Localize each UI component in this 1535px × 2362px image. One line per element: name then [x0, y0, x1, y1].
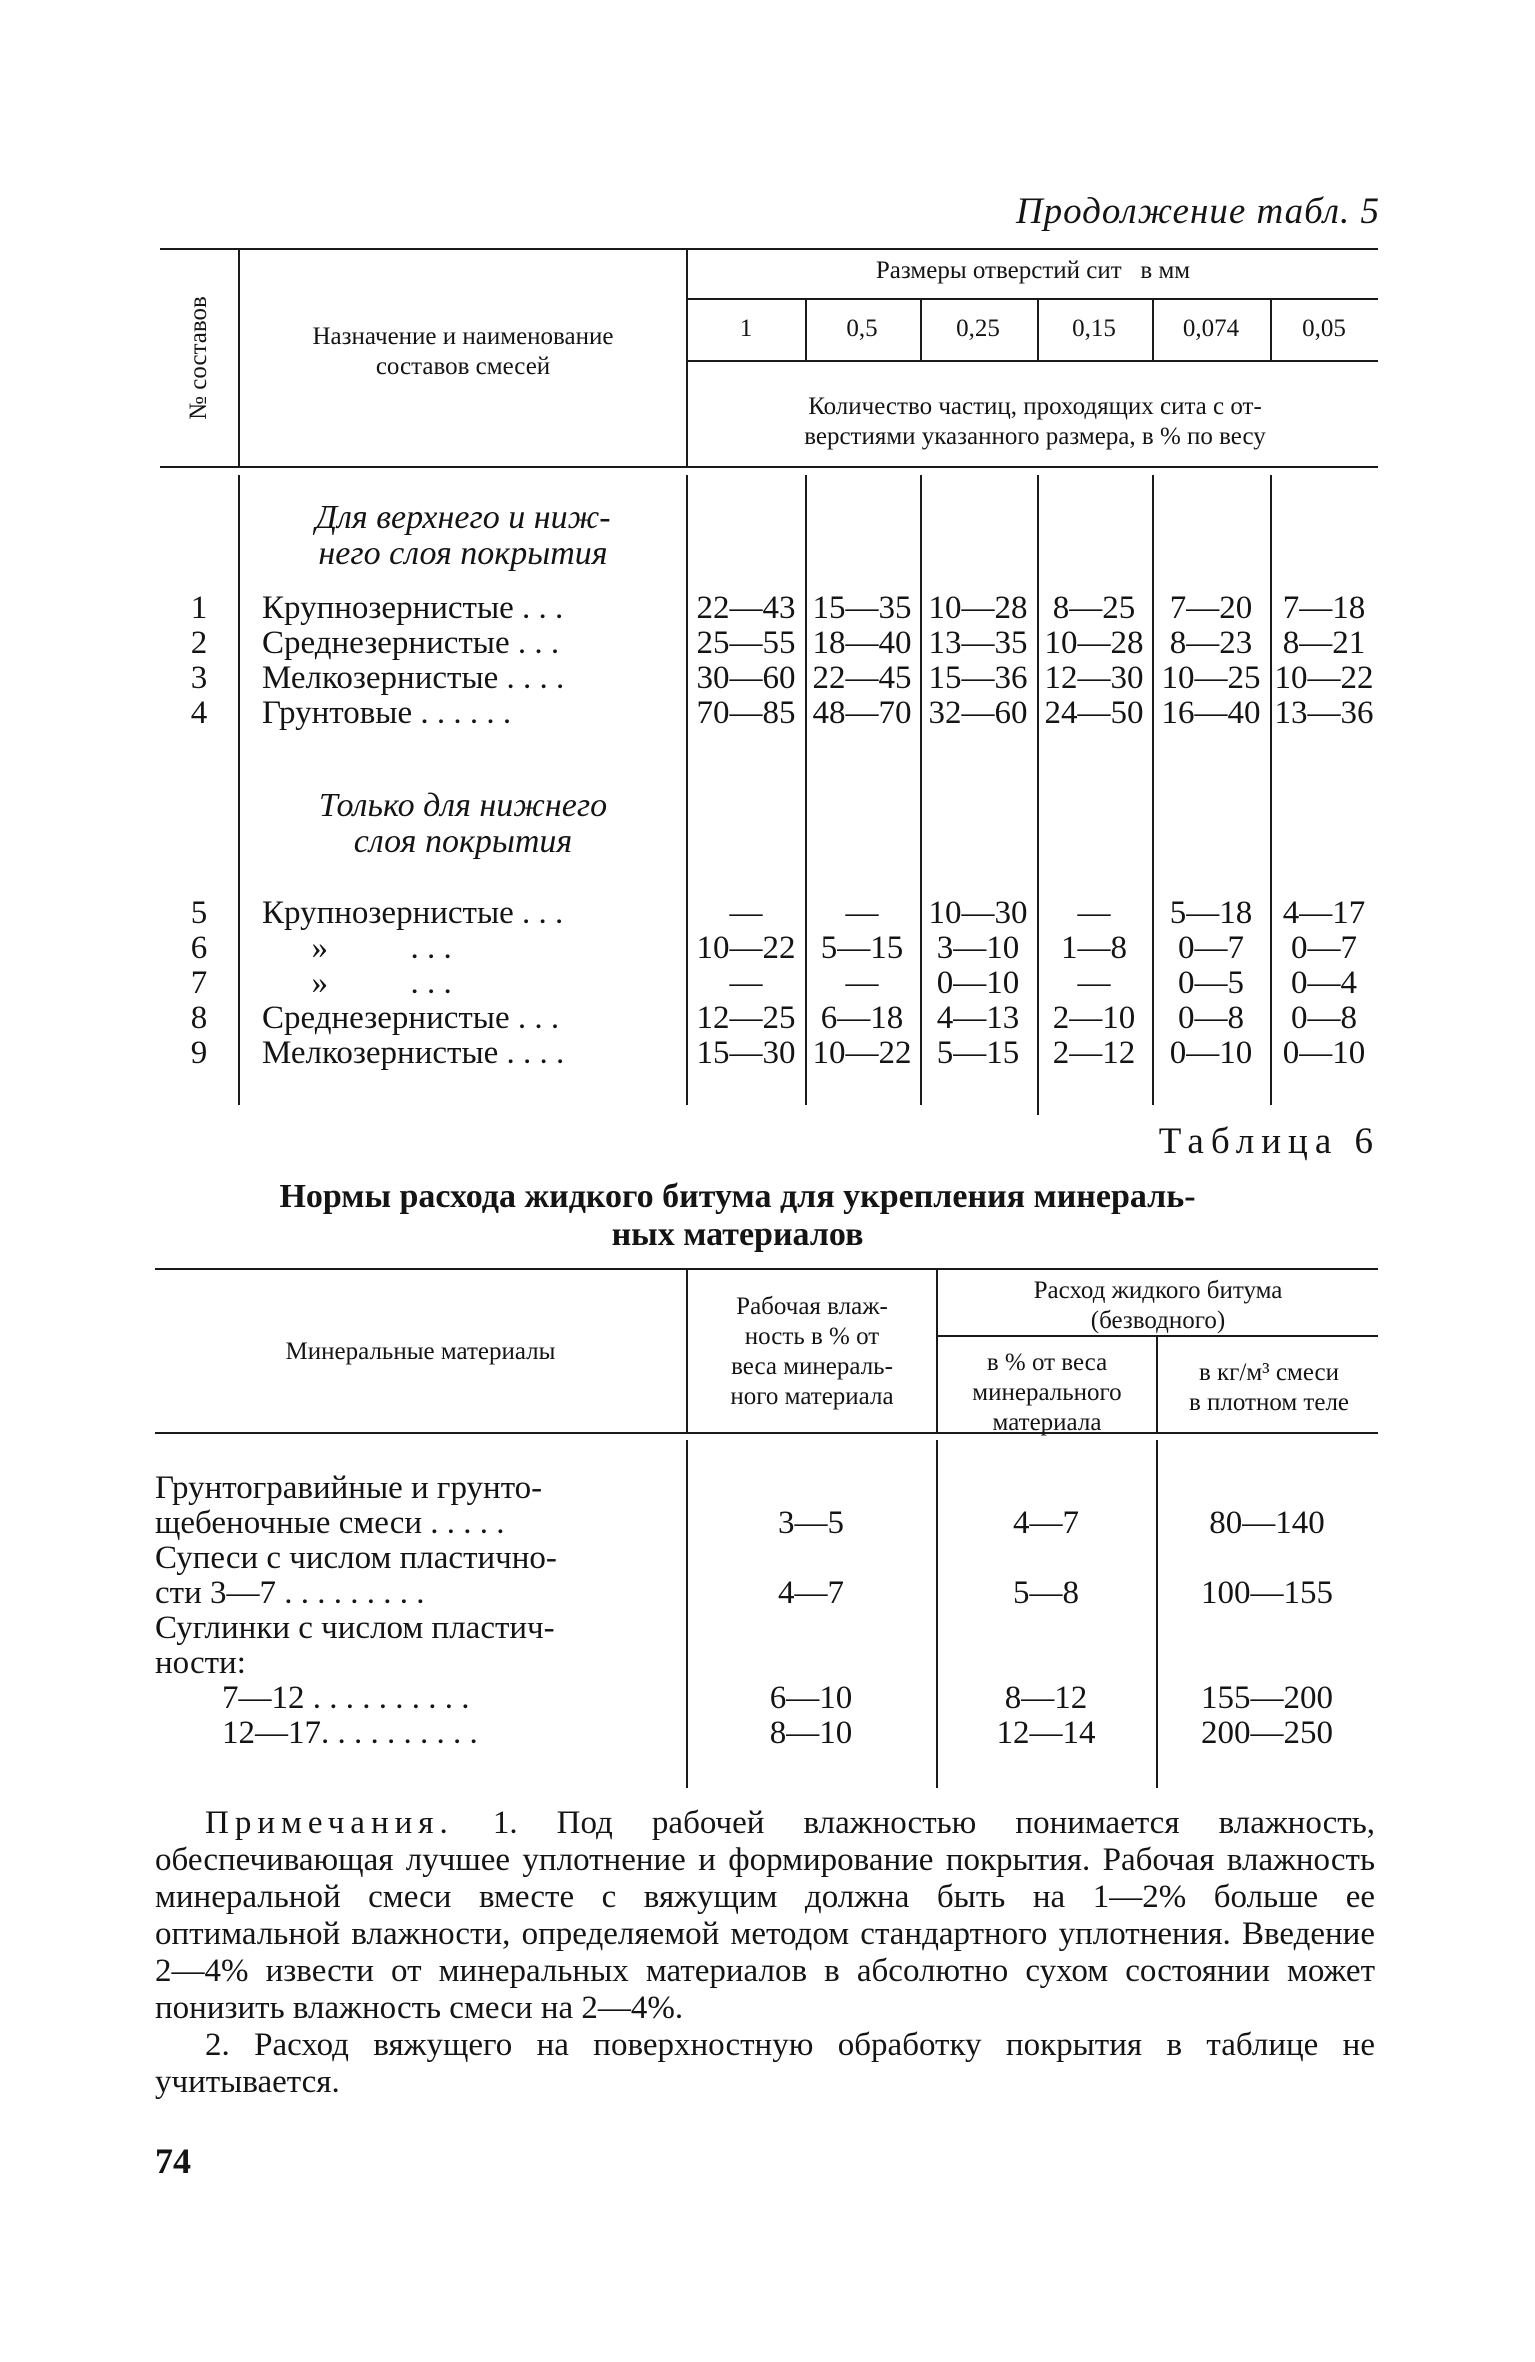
kg-column-header [1160, 1358, 1378, 1418]
table-cell: 8—12 [1004, 1680, 1088, 1716]
table-cell: 8—21 [1282, 625, 1366, 661]
mix-name: » . . . [262, 965, 452, 1001]
row-number: 7 [190, 965, 208, 1001]
table-cell: 10—22 [1274, 660, 1374, 696]
h-moisture-line: веса минераль- [731, 1353, 893, 1380]
material-name-line1: Грунтогравийные и грунто- [155, 1470, 543, 1506]
table-cell: 10—22 [696, 930, 796, 966]
table5-header-divider [920, 300, 922, 360]
table-cell: 5—18 [1169, 895, 1253, 931]
h-bitumen-line: Расход жидкого битума [1033, 1277, 1283, 1304]
table-cell: 12—30 [1044, 660, 1144, 696]
material-name-line1: Суглинки с числом пластич- [155, 1610, 555, 1646]
row-number: 6 [190, 930, 208, 966]
row-number: 1 [190, 590, 208, 626]
sieve-size-label: 0,05 [1302, 315, 1346, 342]
note-2: 2. Расход вяжущего на поверхностную обработку покрытия в таблице не учитывается. [155, 2027, 1375, 2100]
table-cell: 5—8 [1013, 1575, 1079, 1611]
sieve-size-label: 0,5 [846, 315, 878, 342]
table-cell: 4—13 [936, 1000, 1020, 1036]
row-number: 8 [190, 1000, 208, 1036]
mix-name: Грунтовые . . . . . . [262, 695, 512, 731]
notes-section [155, 1805, 1375, 2101]
table-cell: 15—30 [696, 1035, 796, 1071]
table-cell: 10—25 [1161, 660, 1261, 696]
table-cell: 70—85 [696, 695, 796, 731]
table-cell: — [1077, 965, 1111, 1001]
sieve-size-label: 0,25 [956, 315, 1000, 342]
quantity-header-line2: верстиями указанного размера, в % по весу [804, 423, 1266, 450]
mix-name: » . . . [262, 930, 452, 966]
mix-name: Крупнозернистые . . . [262, 895, 564, 931]
table-cell: 6—10 [769, 1680, 853, 1716]
mix-name: Среднезернистые . . . [262, 625, 560, 661]
table-cell: 3—10 [936, 930, 1020, 966]
table-cell: 2—12 [1052, 1035, 1136, 1071]
table-cell: 13—35 [928, 625, 1028, 661]
material-name-line1: Супеси с числом пластично- [155, 1540, 557, 1576]
table-cell: 0—7 [1178, 930, 1244, 966]
number-column-header [160, 250, 238, 466]
table-cell: 0—7 [1291, 930, 1357, 966]
row-number: 3 [190, 660, 208, 696]
quantity-header [700, 392, 1370, 452]
material-name-line2: щебеночные смеси . . . . . [155, 1505, 505, 1541]
table5-sizes-rule [688, 360, 1378, 362]
table-cell: 7—18 [1282, 590, 1366, 626]
table-cell: — [845, 965, 879, 1001]
row-number: 5 [190, 895, 208, 931]
h-bitumen-line: (безводного) [1090, 1307, 1226, 1334]
material-name-line2: сти 3—7 . . . . . . . . . [155, 1575, 425, 1611]
table-cell: 0—5 [1178, 965, 1244, 1001]
table-cell: 13—36 [1274, 695, 1374, 731]
table-cell: 30—60 [696, 660, 796, 696]
notes-label: Примечания. [205, 1805, 454, 1841]
h-pct-line: минерального [972, 1379, 1122, 1406]
table-cell: 7—20 [1169, 590, 1253, 626]
mix-name: Мелкозернистые . . . . [262, 660, 565, 696]
table-cell: 5—15 [936, 1035, 1020, 1071]
table-cell: 200—250 [1201, 1715, 1333, 1751]
table-cell: 10—28 [928, 590, 1028, 626]
table-cell: 0—8 [1291, 1000, 1357, 1036]
table-cell: 3—5 [778, 1505, 844, 1541]
h-pct-line: материала [992, 1409, 1102, 1436]
table6-title [160, 1178, 1315, 1254]
table-cell: 12—14 [996, 1715, 1096, 1751]
table6-header-divider [686, 1270, 688, 1432]
group-heading-line1: Для верхнего и ниж- [315, 499, 611, 536]
table-cell: 25—55 [696, 625, 796, 661]
table-cell: 10—28 [1044, 625, 1144, 661]
table-cell: 155—200 [1201, 1680, 1333, 1716]
table-cell: 18—40 [812, 625, 912, 661]
table-cell: 4—7 [1013, 1505, 1079, 1541]
h-kg-line: в кг/м³ смеси [1198, 1359, 1340, 1386]
table-cell: 22—45 [812, 660, 912, 696]
table-cell: 4—17 [1282, 895, 1366, 931]
table-cell: 8—25 [1052, 590, 1136, 626]
table-cell: 0—10 [1169, 1035, 1253, 1071]
table-cell: 0—10 [1282, 1035, 1366, 1071]
material-name-line2: ности: [155, 1645, 246, 1681]
table5-top-rule [160, 248, 1378, 250]
table-cell: — [729, 895, 763, 931]
table-cell: 10—30 [928, 895, 1028, 931]
table-continuation-label: Продолжение табл. 5 [1015, 191, 1380, 232]
table-cell: 16—40 [1161, 695, 1261, 731]
note-1: 1. Под рабочей влажностью понимается влажность, обеспечивающая лучшее уплотнение и формирование покрытия. Рабочая влажность минеральной смеси вместе с вяжущим должна быть на 1—2% больше ее оптимальной влажности, определяемой методом стандартного уплотнения. Введение 2—4% извести от минеральных материалов в абсолютно сухом состоянии может понизить влажность смеси на 2—4%. [155, 1805, 1376, 2026]
table-cell: 32—60 [928, 695, 1028, 731]
table-cell: 100—155 [1201, 1575, 1333, 1611]
table-cell: 1—8 [1061, 930, 1127, 966]
row-number: 2 [190, 625, 208, 661]
table5-header-divider [805, 300, 807, 360]
table-cell: 0—10 [936, 965, 1020, 1001]
table5-header-divider [1037, 300, 1039, 360]
group-heading-lower-only [240, 788, 686, 860]
table5-sieve-rule [688, 298, 1378, 300]
material-column-header: Минеральные материалы [285, 1338, 556, 1365]
table-cell: 12—25 [696, 1000, 796, 1036]
group-heading-line2: него слоя покрытия [318, 535, 608, 572]
percent-column-header [938, 1348, 1156, 1438]
table-cell: — [845, 895, 879, 931]
table-cell: 24—50 [1044, 695, 1144, 731]
table6-header-divider [1156, 1337, 1158, 1432]
table5-header-rule [160, 466, 1378, 468]
moisture-column-header [690, 1292, 934, 1412]
table-cell: 15—35 [812, 590, 912, 626]
h-moisture-line: ность в % от [744, 1323, 880, 1350]
table-cell: 2—10 [1052, 1000, 1136, 1036]
table-cell: — [729, 965, 763, 1001]
table-cell: — [1077, 895, 1111, 931]
table6-title-line1: Нормы расхода жидкого битума для укрепления минераль- [279, 1178, 1196, 1215]
group-heading-line1: Только для нижнего [318, 787, 608, 824]
table-cell: 6—18 [820, 1000, 904, 1036]
group-heading-line2: слоя покрытия [353, 823, 573, 860]
h-moisture-line: ного материала [730, 1383, 894, 1410]
sieve-size-header: Размеры отверстий сит в мм [875, 257, 1191, 284]
name-column-label-line2: составов смесей [375, 353, 551, 380]
name-column-label-line1: Назначение и наименование [312, 323, 614, 350]
mix-name: Среднезернистые . . . [262, 1000, 560, 1036]
mix-name: Мелкозернистые . . . . [262, 1035, 565, 1071]
sieve-size-label: 0,15 [1072, 315, 1116, 342]
sieve-size-label: 0,074 [1182, 315, 1240, 342]
table5-header-divider [1152, 300, 1154, 360]
mix-name: Крупнозернистые . . . [262, 590, 564, 626]
sieve-size-label: 1 [739, 315, 753, 342]
h-pct-line: в % от веса [986, 1349, 1108, 1376]
page-number: 74 [155, 2141, 191, 2181]
number-column-label: № составов [185, 296, 212, 420]
material-name-line2: 12—17. . . . . . . . . . [222, 1715, 478, 1751]
row-number: 4 [190, 695, 208, 731]
table-cell: 22—43 [696, 590, 796, 626]
table6-label: Таблица 6 [1158, 1121, 1380, 1162]
table-cell: 8—23 [1169, 625, 1253, 661]
table-cell: 80—140 [1209, 1505, 1325, 1541]
table-cell: 0—4 [1291, 965, 1357, 1001]
table5-header-divider [1270, 300, 1272, 360]
material-name-line2: 7—12 . . . . . . . . . . [222, 1680, 470, 1716]
table-cell: 4—7 [778, 1575, 844, 1611]
group-heading-upper-lower [240, 500, 686, 572]
name-column-header [240, 322, 686, 382]
h-kg-line: в плотном теле [1188, 1389, 1350, 1416]
table-cell: 8—10 [769, 1715, 853, 1751]
table-cell: 5—15 [820, 930, 904, 966]
table-cell: 10—22 [812, 1035, 912, 1071]
h-moisture-line: Рабочая влаж- [736, 1293, 888, 1320]
table6-title-line2: ных материалов [611, 1216, 864, 1253]
table-cell: 48—70 [812, 695, 912, 731]
table-cell: 15—36 [928, 660, 1028, 696]
row-number: 9 [190, 1035, 208, 1071]
table6-top-rule [155, 1268, 1378, 1270]
bitumen-column-header [938, 1276, 1378, 1336]
quantity-header-line1: Количество частиц, проходящих сита с от- [808, 393, 1262, 420]
table6-header-rule [155, 1432, 1378, 1434]
table-cell: 0—8 [1178, 1000, 1244, 1036]
